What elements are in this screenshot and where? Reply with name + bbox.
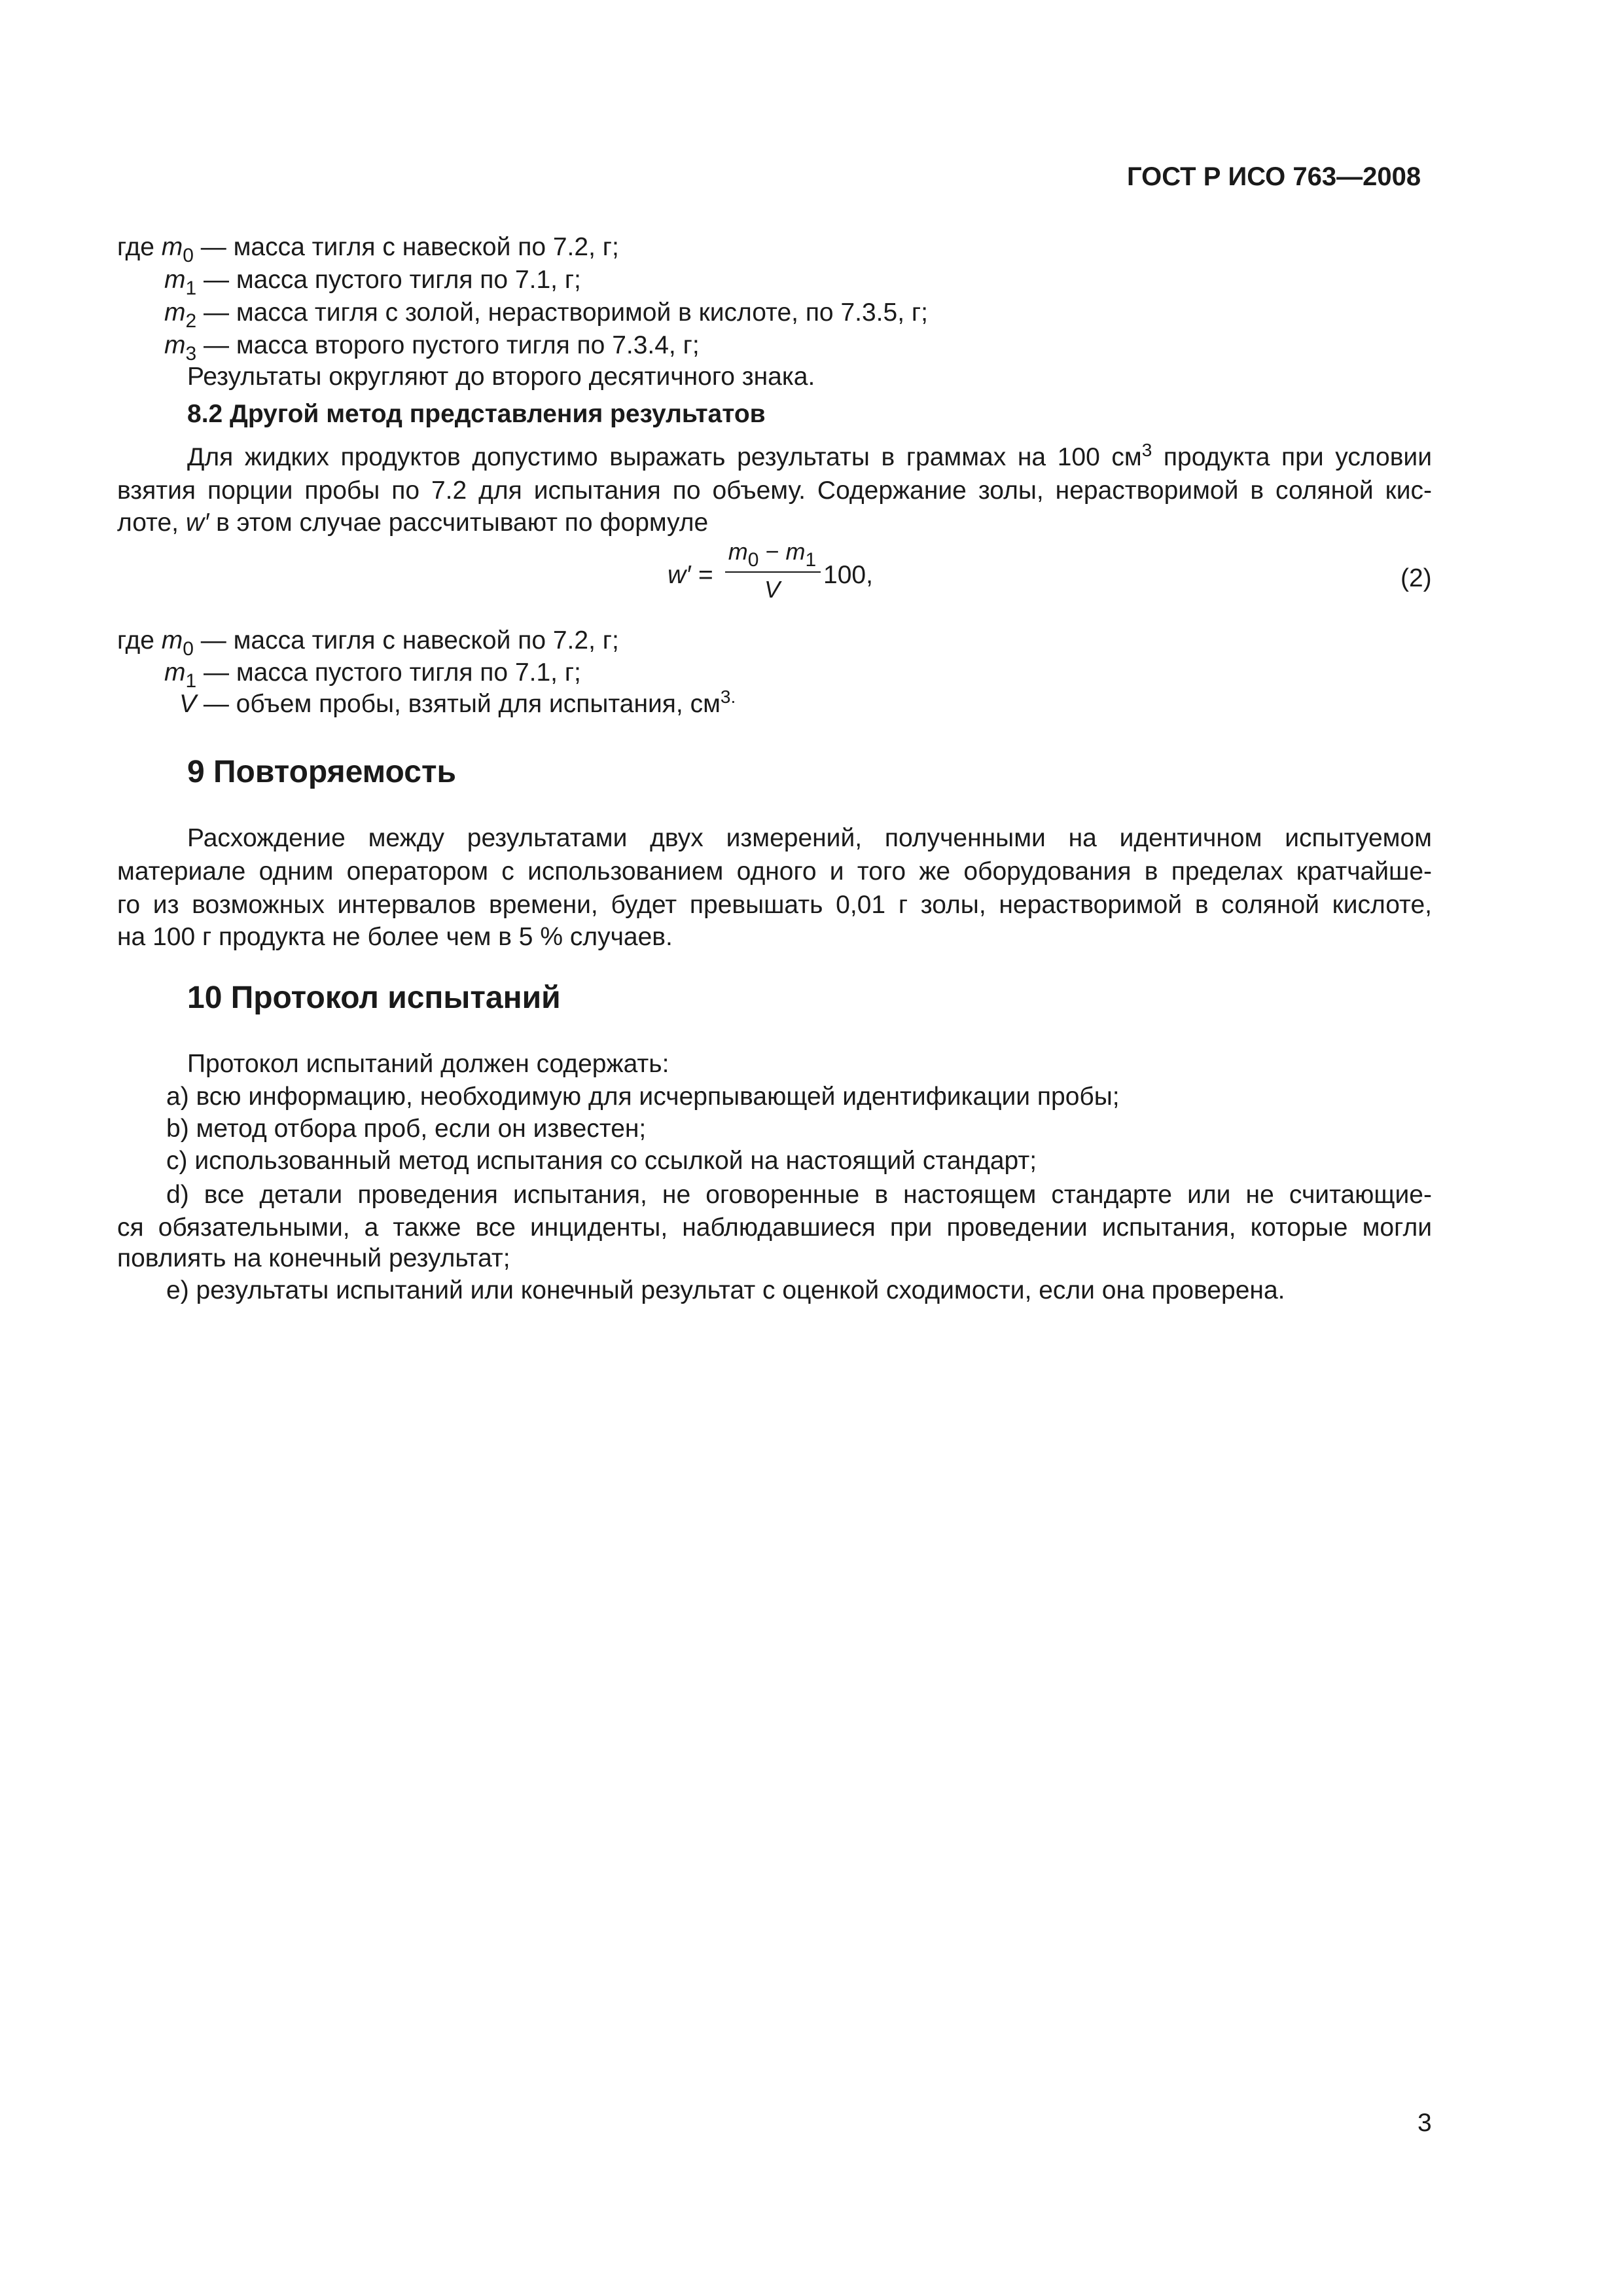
symbol: m bbox=[164, 298, 186, 327]
subscript: 0 bbox=[747, 549, 759, 571]
definition: — объем пробы, взятый для испытания, см bbox=[196, 690, 721, 718]
definition: — масса тигля с навеской по 7.2, г; bbox=[193, 233, 619, 261]
subscript: 2 bbox=[185, 310, 197, 332]
definition: — масса второго пустого тигля по 7.3.4, г; bbox=[196, 331, 700, 359]
section-8-2-title: 8.2 Другой метод представления результатов bbox=[187, 400, 766, 428]
symbol: m bbox=[161, 233, 183, 261]
operator: − bbox=[758, 538, 786, 565]
section-8-2-paragraph-line-3 bbox=[117, 507, 708, 539]
definition: — масса тигля с навеской по 7.2, г; bbox=[193, 626, 619, 655]
list-item-b: b) метод отбора проб, если он известен; bbox=[166, 1115, 647, 1143]
definition: — масса пустого тигля по 7.1, г; bbox=[196, 266, 581, 294]
section-9-line-3: го из возможных интервалов времени, будет превышать 0,01 г золы, нерастворимой в соляной кислоте, bbox=[117, 891, 1432, 919]
list-item-c: c) использованный метод испытания со ссылкой на настоящий стандарт; bbox=[166, 1147, 1037, 1175]
subscript: 3 bbox=[185, 343, 197, 365]
superscript: 3. bbox=[720, 687, 736, 707]
text-segment: Для жидких продуктов допустимо выражать результаты в граммах на 100 см bbox=[187, 443, 1142, 471]
subscript: 1 bbox=[185, 278, 197, 299]
list-item-d-line-1: d) все детали проведения испытания, не оговоренные в настоящем стандарте или не считающие- bbox=[166, 1181, 1432, 1209]
section-8-2-paragraph-line-2: взятия порции пробы по 7.2 для испытания по объему. Содержание золы, нерастворимой в соляной кис- bbox=[117, 476, 1432, 505]
symbol: m bbox=[164, 658, 186, 687]
where-prefix: где bbox=[117, 233, 154, 261]
section-9-line-4: на 100 г продукта не более чем в 5 % случаев. bbox=[117, 923, 673, 951]
document-code-header: ГОСТ Р ИСО 763—2008 bbox=[1127, 162, 1421, 191]
text-segment: лоте, bbox=[117, 509, 186, 537]
subscript: 0 bbox=[183, 245, 194, 266]
where-item-m1 bbox=[164, 264, 581, 299]
where-item-m3 bbox=[164, 330, 700, 365]
subscript: 1 bbox=[805, 549, 817, 571]
superscript: 3 bbox=[1141, 440, 1152, 460]
section-8-2-paragraph-line-1 bbox=[187, 440, 1432, 474]
list-item-d-line-3: повлиять на конечный результат; bbox=[117, 1244, 510, 1272]
formula-numerator bbox=[723, 538, 821, 571]
text-segment: в этом случае рассчитывают по формуле bbox=[209, 509, 709, 537]
definition: — масса тигля с золой, нерастворимой в кислоте, по 7.3.5, г; bbox=[196, 298, 928, 327]
symbol: m bbox=[164, 331, 186, 359]
formula-lhs bbox=[668, 560, 713, 591]
symbol: m bbox=[161, 626, 183, 655]
where-item-m0 bbox=[117, 625, 619, 660]
list-item-e: e) результаты испытаний или конечный результат с оценкой сходимости, если она проверена. bbox=[166, 1276, 1285, 1304]
formula-number: (2) bbox=[1400, 564, 1432, 592]
where-item-v bbox=[179, 689, 736, 720]
page-number: 3 bbox=[1418, 2109, 1432, 2137]
list-item-d-line-2: ся обязательными, а также все инциденты, наблюдавшиеся при проведении испытания, которые могли bbox=[117, 1213, 1432, 1242]
rounding-note: Результаты округляют до второго десятичного знака. bbox=[187, 363, 815, 391]
symbol: m bbox=[785, 538, 806, 565]
where-item-m2 bbox=[164, 297, 928, 332]
subscript: 1 bbox=[185, 670, 197, 692]
where-item-m1 bbox=[164, 657, 581, 692]
section-10-heading: 10 Протокол испытаний bbox=[187, 980, 561, 1015]
symbol: m bbox=[728, 538, 748, 565]
section-9-line-1: Расхождение между результатами двух измерений, полученными на идентичном испытуемом bbox=[187, 824, 1432, 852]
where-prefix: где bbox=[117, 626, 154, 655]
section-9-heading: 9 Повторяемость bbox=[187, 755, 456, 789]
definition: — масса пустого тигля по 7.1, г; bbox=[196, 658, 581, 687]
list-item-a: a) всю информацию, необходимую для исчерпывающей идентификации пробы; bbox=[166, 1083, 1120, 1111]
section-9-line-2: материале одним оператором с использованием одного и того же оборудования в пределах кратчайше- bbox=[117, 857, 1432, 886]
subscript: 0 bbox=[183, 638, 194, 660]
formula-rhs: 100, bbox=[823, 561, 873, 589]
text-segment: продукта при условии bbox=[1152, 443, 1432, 471]
symbol: m bbox=[164, 266, 186, 294]
symbol: V bbox=[179, 690, 197, 718]
formula-lhs-text: w′ = bbox=[668, 561, 713, 589]
fraction-bar bbox=[725, 571, 821, 573]
symbol: w′ bbox=[185, 509, 209, 537]
formula-denominator: V bbox=[764, 576, 780, 603]
where-item-m0 bbox=[117, 232, 619, 266]
section-10-intro: Протокол испытаний должен содержать: bbox=[187, 1050, 669, 1078]
